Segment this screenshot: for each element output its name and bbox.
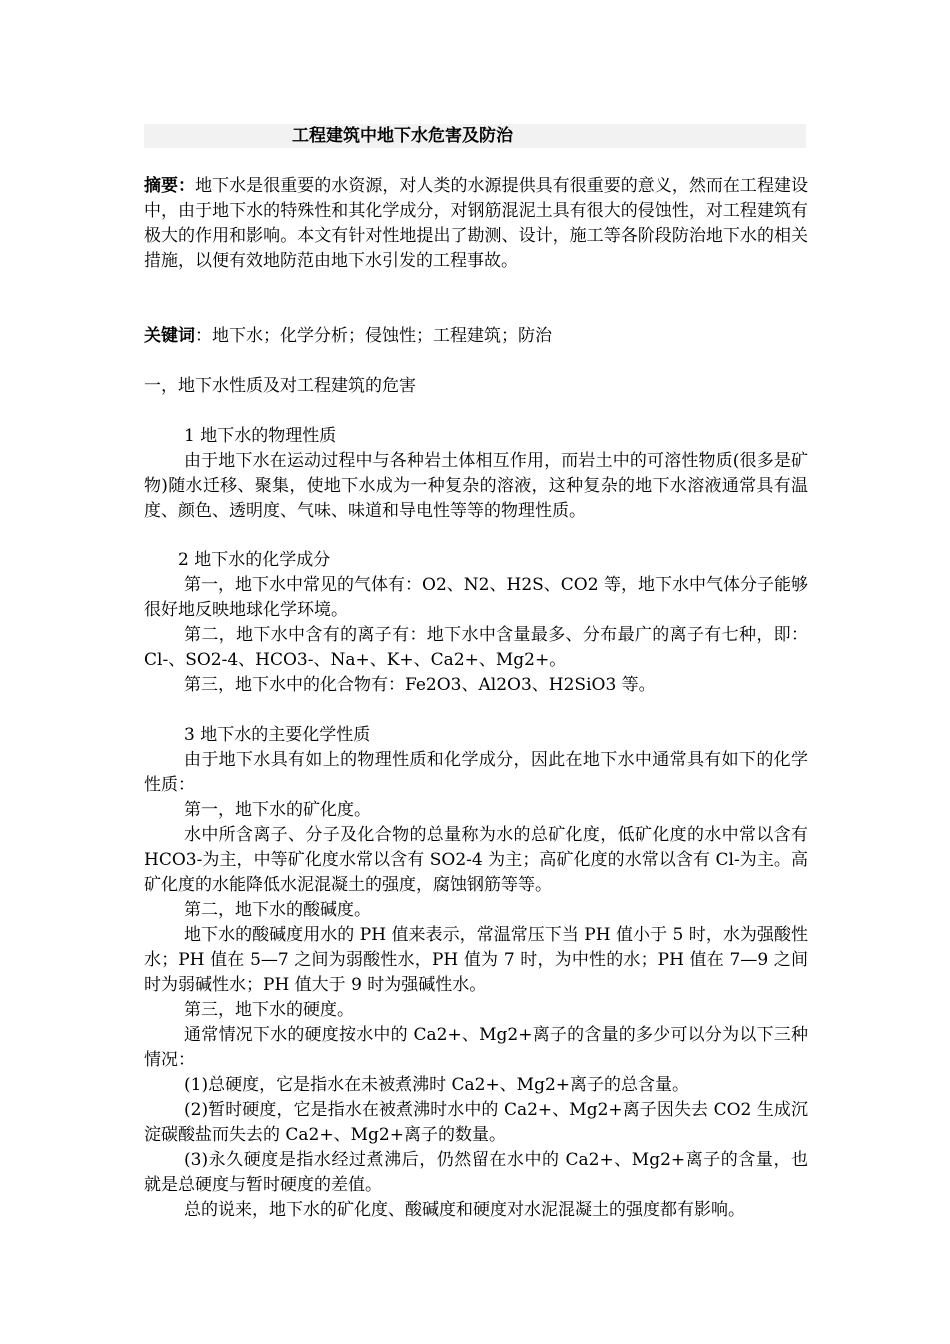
abstract [144,174,808,274]
section-heading: 一，地下水性质及对工程建筑的危害 [144,376,416,396]
paragraph: (1)总硬度，它是指水在未被煮沸时 Ca2+、Mg2+离子的总含量。 [184,1075,690,1095]
subsection-3 [144,723,808,1223]
paragraph: 通常情况下水的硬度按水中的 Ca2+、Mg2+离子的含量的多少可以分为以下三种情况： [144,1025,808,1070]
abstract-label: 摘要： [144,176,196,196]
paragraph: 第三，地下水中的化合物有：Fe2O3、Al2O3、H2SiO3 等。 [184,675,656,695]
paragraph: 第一，地下水的矿化度。 [184,800,371,820]
subsection-heading: 1 地下水的物理性质 [184,426,337,446]
subsection-2 [144,548,808,698]
paragraph: 地下水的酸碱度用水的 PH 值来表示，常温常压下当 PH 值小于 5 时，水为强酸性水；PH 值在 5—7 之间为弱酸性水，PH 值为 7 时，为中性的水；PH 值在 7—9 之间时为弱碱性水；PH 值大于 9 时为强碱性水。 [144,925,808,995]
keywords [144,324,808,349]
subsection-heading: 2 地下水的化学成分 [178,550,331,570]
paragraph: 总的说来，地下水的矿化度、酸碱度和硬度对水泥混凝土的强度都有影响。 [184,1200,745,1220]
abstract-text: 地下水是很重要的水资源，对人类的水源提供具有很重要的意义，然而在工程建设中，由于地下水的特殊性和其化学成分，对钢筋混泥土具有很大的侵蚀性，对工程建筑有极大的作用和影响。本文有针对性地提出了勘测、设计，施工等各阶段防治地下水的相关措施，以便有效地防范由地下水引发的工程事故。 [144,176,809,271]
paragraph: 第二，地下水的酸碱度。 [184,900,371,920]
paragraph: 由于地下水在运动过程中与各种岩土体相互作用，而岩土中的可溶性物质(很多是矿物)随水迁移、聚集，使地下水成为一种复杂的溶液，这种复杂的地下水溶液通常具有温度、颜色、透明度、气味、味道和导电性等等的物理性质。 [144,451,808,521]
doc-title: 工程建筑中地下水危害及防治 [292,126,513,146]
paragraph: 第二，地下水中含有的离子有：地下水中含量最多、分布最广的离子有七种，即：Cl-、SO2-4、HCO3-、Na+、K+、Ca2+、Mg2+。 [144,625,808,670]
paragraph: 由于地下水具有如上的物理性质和化学成分，因此在地下水中通常具有如下的化学性质： [144,750,808,795]
subsection-heading: 3 地下水的主要化学性质 [184,725,371,745]
subsection-1 [144,424,808,524]
paragraph: 第一，地下水中常见的气体有：O2、N2、H2S、CO2 等，地下水中气体分子能够很好地反映地球化学环境。 [144,575,808,620]
paragraph: 第三，地下水的硬度。 [184,1000,354,1020]
keywords-text: ：地下水；化学分析；侵蚀性；工程建筑；防治 [195,326,552,346]
keywords-label: 关键词 [144,326,195,346]
paragraph: (3)永久硬度是指水经过煮沸后，仍然留在水中的 Ca2+、Mg2+离子的含量，也就是总硬度与暂时硬度的差值。 [144,1150,808,1195]
paragraph: 水中所含离子、分子及化合物的总量称为水的总矿化度，低矿化度的水中常以含有 HCO3-为主，中等矿化度水常以含有 SO2-4 为主；高矿化度的水常以含有 Cl-为主。高矿化度的水能降低水泥混凝土的强度，腐蚀钢筋等等。 [144,825,808,895]
paragraph: (2)暂时硬度，它是指水在被煮沸时水中的 Ca2+、Mg2+离子因失去 CO2 生成沉淀碳酸盐而失去的 Ca2+、Mg2+离子的数量。 [144,1100,808,1145]
